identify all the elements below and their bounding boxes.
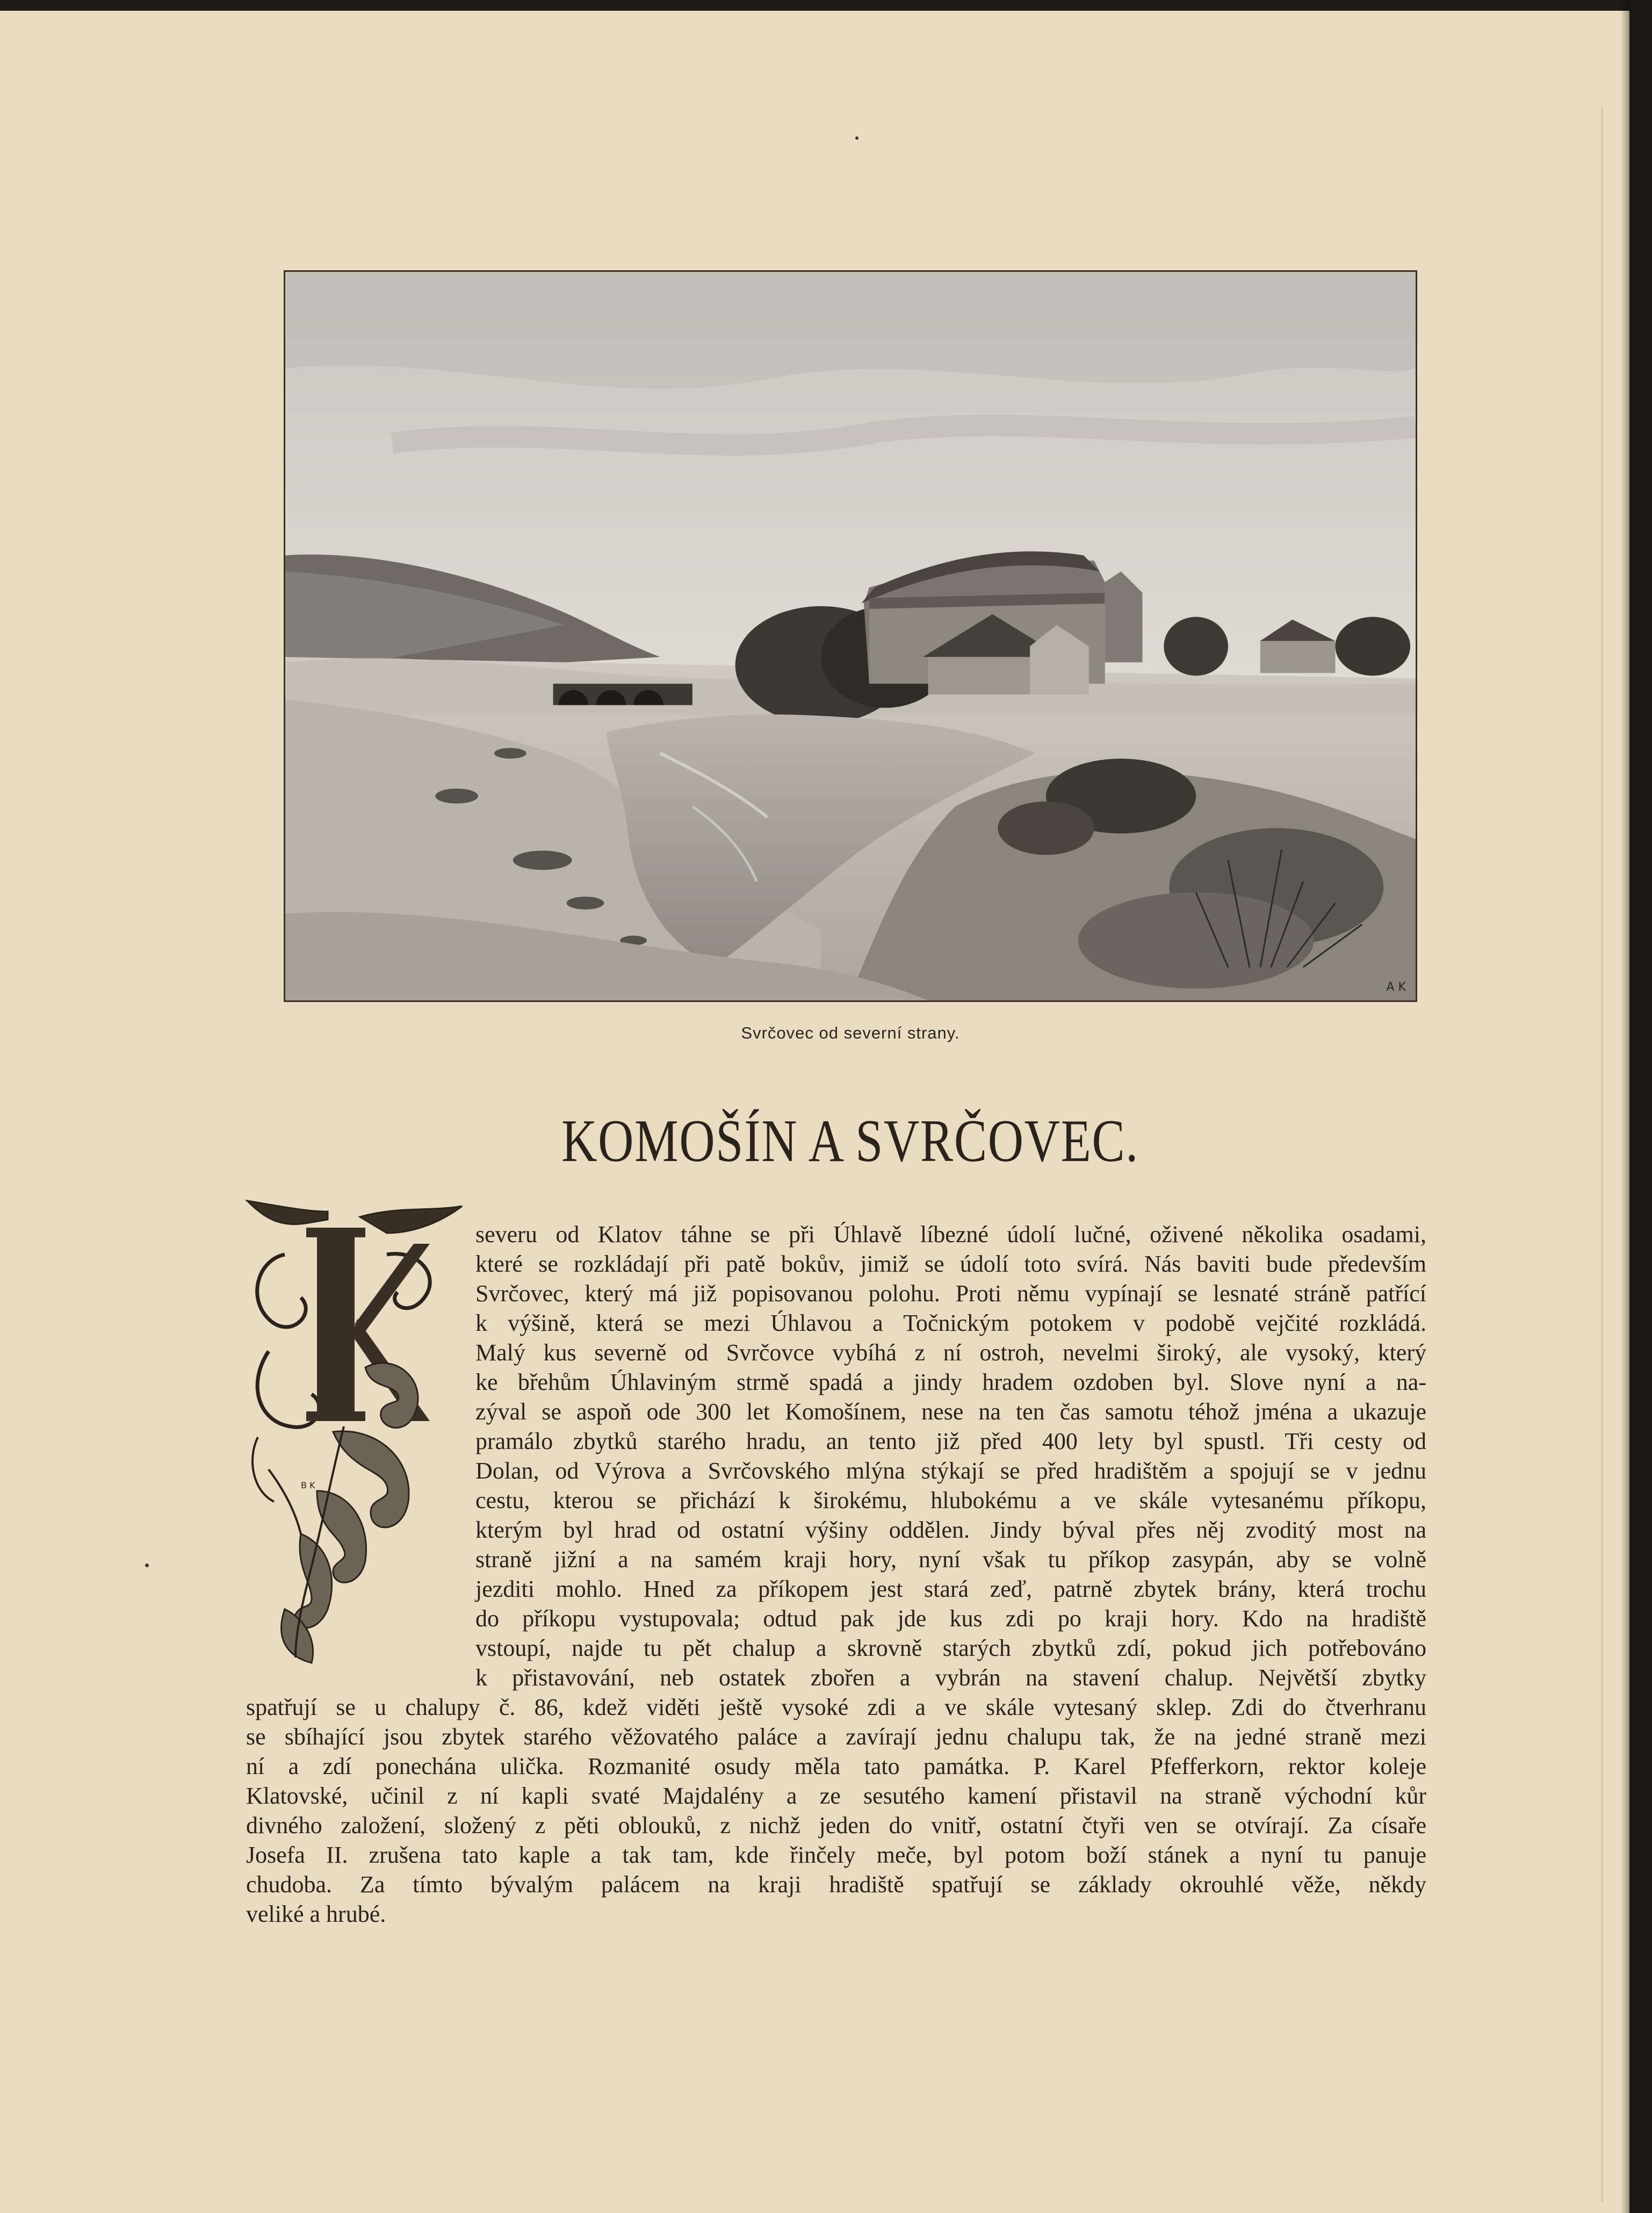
text-line: zýval se aspoň ode 300 let Komošínem, nese na ten čas samotu téhož jména a ukazuje: [475, 1399, 1426, 1425]
text-line: se sbíhající jsou zbytek starého věžovatého paláce a zavírají jednu chalupu tak, že na jedné straně mezi: [246, 1724, 1426, 1750]
text-line: Klatovské, učinil z ní kapli svaté Majdalény a ze sesutého kamení přistavil na straně východní kůr: [246, 1783, 1426, 1809]
paper-speck: [145, 1563, 149, 1567]
landscape-drawing: [285, 272, 1416, 1000]
text-line: pramálo zbytků starého hradu, an tento již před 400 lety byl spustl. Tři cesty od: [475, 1428, 1426, 1454]
text-line: k přistavování, neb ostatek zbořen a vybrán na stavení chalup. Největší zbytky: [475, 1664, 1426, 1691]
text-line: Malý kus severně od Svrčovce vybíhá z ní ostroh, nevelmi široký, ale vysoký, který: [475, 1339, 1426, 1366]
text-line: cestu, kterou se přichází k širokému, hlubokému a ve skále vytesanému příkopu,: [475, 1487, 1426, 1513]
text-line: severu od Klatov táhne se při Úhlavě líbezné údolí lučné, oživené několika osadami,: [475, 1221, 1426, 1248]
landscape-illustration: [284, 270, 1417, 1002]
text-line: ní a zdí ponechána ulička. Rozmanité osudy měla tato památka. P. Karel Pfefferkorn, rektor koleje: [246, 1753, 1426, 1779]
ornamental-initial-drawing: [236, 1190, 473, 1668]
text-line: chudoba. Za tímto bývalým palácem na kraji hradiště spatřují se základy okrouhlé věže, někdy: [246, 1871, 1426, 1898]
text-line: ke břehům Úhlaviným strmě spadá a jindy hradem ozdoben byl. Slove nyní a na-: [475, 1369, 1426, 1395]
page-title: KOMOŠÍN A SVRČOVEC.: [561, 1108, 1139, 1174]
initial-signature: B K: [301, 1480, 315, 1490]
text-line: k výšině, která se mezi Úhlavou a Točnickým potokem v podobě vejčité rozkládá.: [475, 1310, 1426, 1336]
text-line: Josefa II. zrušena tato kaple a tak tam, kde řinčely meče, byl potom boží stánek a nyní tu panuje: [246, 1842, 1426, 1868]
text-line: spatřují se u chalupy č. 86, kdež viděti ještě vysoké zdi a ve skále vytesaný sklep. Zdi do čtverhranu: [246, 1694, 1426, 1720]
text-line: Dolan, od Výrova a Svrčovského mlýna stýkají se před hradištěm a spojují se v jednu: [475, 1458, 1426, 1484]
text-line: které se rozkládají při patě bokův, jimiž se údolí toto svírá. Nás baviti bude především: [475, 1251, 1426, 1277]
page-top-edge: [0, 0, 1652, 11]
text-line: straně jižní a na samém kraji hory, nyní však tu příkop zasypán, aby se volně: [475, 1546, 1426, 1573]
page-fold-line: [1601, 107, 1603, 2203]
image-caption: Svrčovec od severní strany.: [741, 1023, 960, 1042]
page-right-edge: [1629, 0, 1652, 2213]
text-line: Svrčovec, který má již popisovanou polohu. Proti němu vypínají se lesnaté stráně patřící: [475, 1280, 1426, 1307]
text-line: divného založení, složený z pěti oblouků, z nichž jeden do vnitř, ostatní čtyři ven se otvírají. Za císaře: [246, 1812, 1426, 1839]
text-line: do příkopu vystupovala; odtud pak jde kus zdi po kraji hory. Kdo na hradiště: [475, 1605, 1426, 1632]
text-line: jezditi mohlo. Hned za příkopem jest stará zeď, patrně zbytek brány, která trochu: [475, 1576, 1426, 1602]
ornamental-initial-k: [236, 1190, 473, 1668]
text-line: vstoupí, najde tu pět chalup a skrovně starých zbytků zdí, pokud jich potřebováno: [475, 1635, 1426, 1661]
illustration-signature: A K: [1386, 981, 1406, 994]
paper-speck: [855, 136, 859, 140]
binding-shadow: [1621, 0, 1629, 2213]
text-line: veliké a hrubé.: [246, 1901, 386, 1927]
text-line: kterým byl hrad od ostatní výšiny oddělen. Jindy býval přes něj zvoditý most na: [475, 1517, 1426, 1543]
